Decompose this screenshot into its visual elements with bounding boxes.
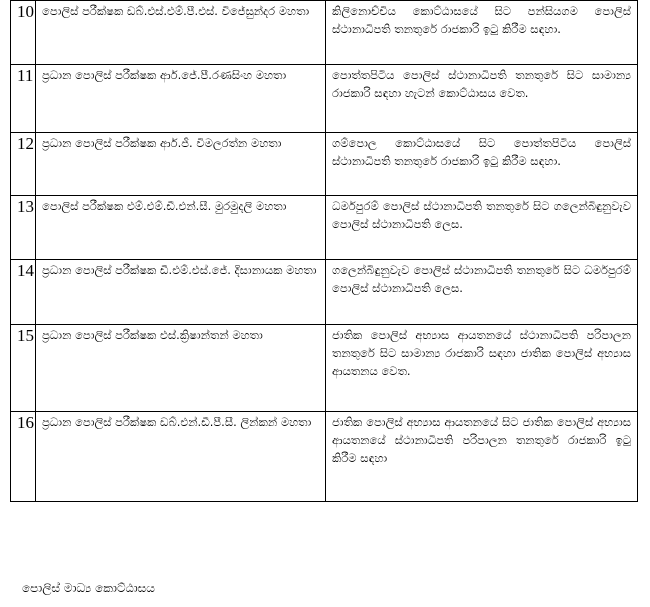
table-row [11, 196, 638, 260]
row-number: 11 [11, 65, 36, 133]
table-row [11, 325, 638, 412]
table-row [11, 260, 638, 325]
row-number: 15 [11, 325, 36, 412]
row-number: 10 [11, 1, 36, 65]
officer-name: ප්‍රධාන පොලිස් පරීක්ෂක ආර්.ජී. විමලරත්න මහතා [36, 133, 326, 196]
division-signature: පොලිස් මාධ්‍ය කොට්ඨාසය [22, 581, 155, 595]
table-row [11, 133, 638, 196]
officer-name: පොලිස් පරීක්ෂක ඩබ්.එස්.එම්.පී.එස්. විජේසුන්දර මහතා [36, 1, 326, 65]
transfer-detail: කිලිනොච්චිය කොට්ඨාසයේ සිට පන්සියගම පොලිස් ස්ථානාධිපති තනතුරේ රාජකාරි ඉටු කිරීම සඳහා. [326, 1, 638, 65]
officer-transfer-table [10, 0, 638, 502]
transfer-detail: ජාතික පොලිස් අභ්‍යාස ආයතනයේ ස්ථානාධිපති පරිපාලන තනතුරේ සිට සාමාන්‍ය රාජකාරි සඳහා ජාතික පොලිස් අභ්‍යාස ආයතනය වෙත. [326, 325, 638, 412]
officer-name: ප්‍රධාන පොලිස් පරීක්ෂක එස්.ක්‍රිෂාන්තන් මහතා [36, 325, 326, 412]
transfer-detail: ගම්පොල කොට්ඨාසයේ සිට පොත්තපිටිය පොලිස් ස්ථානාධිපති තනතුරේ රාජකාරි ඉටු කිරීම සඳහා. [326, 133, 638, 196]
table-row [11, 65, 638, 133]
transfer-detail: ධර්මපුරම් පොලිස් ස්ථානාධිපති තනතුරේ සිට ගලෙන්බිඳුනුවැව පොලිස් ස්ථානාධිපති ලෙස. [326, 196, 638, 260]
table-row [11, 412, 638, 502]
row-number: 13 [11, 196, 36, 260]
officer-name: පොලිස් පරීක්ෂක එම්.එම්.ඩී.එන්.සී. මුරමුදලි මහතා [36, 196, 326, 260]
row-number: 16 [11, 412, 36, 502]
transfer-detail: ජාතික පොලිස් අභ්‍යාස ආයතනයේ සිට ජාතික පොලිස් අභ්‍යාස ආයතනයේ ස්ථානාධිපති පරිපාලන තනතුරේ රාජකාරි ඉටු කිරීම සඳහා [326, 412, 638, 502]
officer-name: ප්‍රධාන පොලිස් පරීක්ෂක ඩී.එම්.එස්.ජේ. දිසානායක මහතා [36, 260, 326, 325]
transfer-detail: ගලෙන්බිඳුනුවැව පොලිස් ස්ථානාධිපති තනතුරේ සිට ධර්මපුරම් පොලිස් ස්ථානාධිපති ලෙස. [326, 260, 638, 325]
officer-name: ප්‍රධාන පොලිස් පරීක්ෂක ආර්.ජේ.පී.රණසිංහ මහතා [36, 65, 326, 133]
officer-name: ප්‍රධාන පොලිස් පරීක්ෂක ඩබ්.එන්.ඩී.පී.සී. ලින්කන් මහතා [36, 412, 326, 502]
row-number: 14 [11, 260, 36, 325]
transfer-detail: පොත්තපිටිය පොලිස් ස්ථානාධිපති තනතුරේ සිට සාමාන්‍ය රාජකාරි සඳහා හැටන් කොට්ඨාසය වෙත. [326, 65, 638, 133]
table-row [11, 1, 638, 65]
row-number: 12 [11, 133, 36, 196]
